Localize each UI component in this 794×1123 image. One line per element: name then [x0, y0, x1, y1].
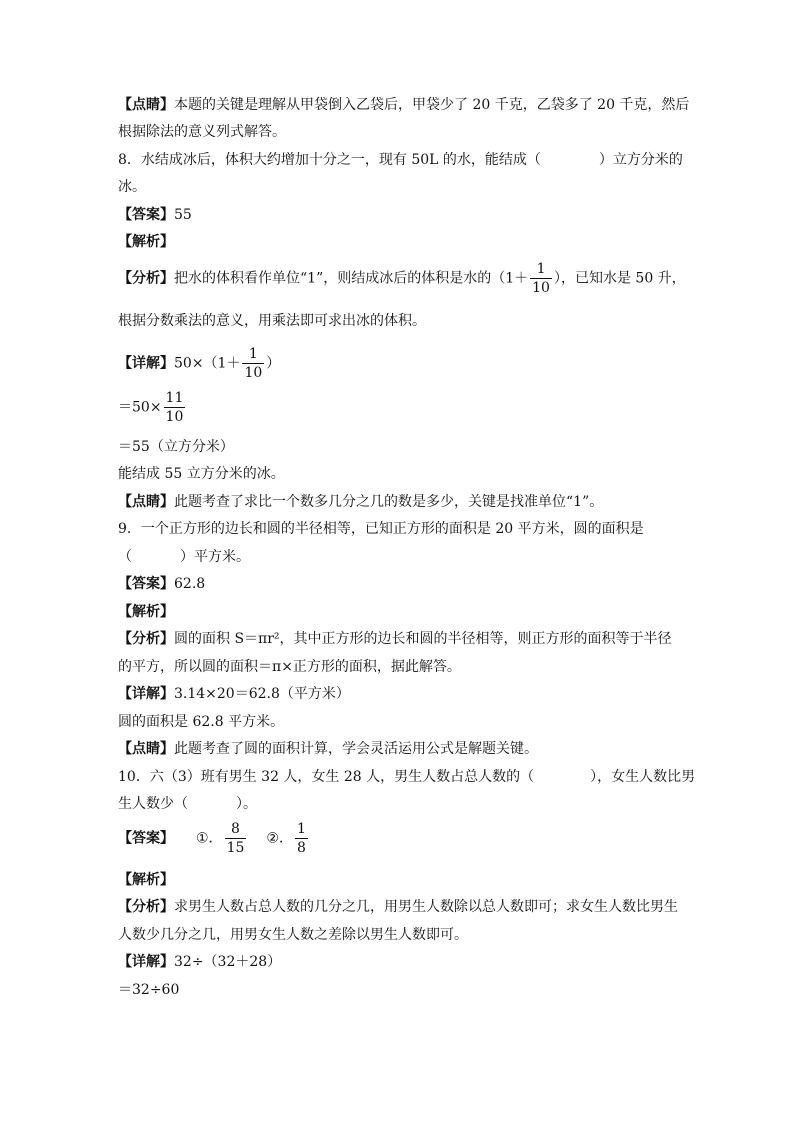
q9-tip: 【点睛】此题考查了圆的面积计算，学会灵活运用公式是解题关键。: [118, 741, 538, 757]
q8-detail-line1: 【详解】50×（1＋ $\frac{1}{10}$ ）: [118, 346, 281, 381]
q10-question-line2: 生人数少（ ）。: [118, 796, 257, 812]
q8-question-line1: 8．水结成冰后，体积大约增加十分之一，现有 50L 的水，能结成（ ）立方分米的: [118, 152, 683, 168]
q10-detail-line2: ＝32÷60: [118, 982, 180, 998]
fraction: $\frac{11}{10}$: [165, 390, 184, 425]
q8-tip: 【点睛】此题考查了求比一个数多几分之几的数是多少，关键是找准单位“1”。: [118, 494, 604, 510]
q9-question-line2: （ ）平方米。: [118, 549, 250, 565]
q10-detail-line1: 【详解】32÷（32＋28）: [118, 954, 282, 970]
q10-analysis-line1: 【分析】求男生人数占总人数的几分之几，用男生人数除以总人数即可；求女生人数比男生: [118, 899, 678, 915]
q8-analysis-line1: 【分析】把水的体积看作单位“1”，则结成冰后的体积是水的（1＋ $\frac{1}{10}$ ），已知水是 50 升，: [118, 261, 686, 296]
q9-detail: 【详解】3.14×20＝62.8（平方米）: [118, 686, 350, 702]
fraction: $\frac{1}{10}$: [532, 261, 550, 296]
q9-question-line1: 9．一个正方形的边长和圆的半径相等，已知正方形的面积是 20 平方米，圆的面积是: [118, 521, 644, 537]
q8-jiexi: 【解析】: [118, 234, 174, 250]
q8-conclusion: 能结成 55 立方分米的冰。: [118, 466, 285, 482]
q10-question-line1: 10．六（3）班有男生 32 人，女生 28 人，男生人数占总人数的（ ），女生人数比男: [118, 769, 696, 785]
q9-analysis-line2: 的平方，所以圆的面积＝π×正方形的面积，据此解答。: [118, 659, 461, 675]
q9-jiexi: 【解析】: [118, 604, 174, 620]
q10-answer: 【答案】 ①． $\frac{8}{15}$ ②． $\frac{1}{8}$: [118, 821, 306, 856]
q9-analysis-line1: 【分析】圆的面积 S＝πr²，其中正方形的边长和圆的半径相等，则正方形的面积等于半径: [118, 631, 672, 647]
q8-question-line2: 冰。: [118, 179, 146, 195]
q8-answer: 【答案】55: [118, 207, 192, 223]
q8-detail-line3: ＝55（立方分米）: [118, 439, 234, 455]
fraction: $\frac{1}{8}$: [296, 821, 306, 856]
fraction: $\frac{8}{15}$: [226, 821, 245, 856]
q9-answer: 【答案】62.8: [118, 576, 206, 592]
q8-analysis-line2: 根据分数乘法的意义，用乘法即可求出冰的体积。: [118, 313, 426, 329]
q10-jiexi: 【解析】: [118, 872, 174, 888]
fraction: $\frac{1}{10}$: [244, 346, 263, 381]
q8-detail-line2: ＝50× $\frac{11}{10}$: [118, 390, 184, 425]
q7-tip-line1: 【点睛】本题的关键是理解从甲袋倒入乙袋后，甲袋少了 20 千克，乙袋多了 20 千克，然后: [118, 97, 690, 113]
q7-tip-line2: 根据除法的意义列式解答。: [118, 124, 286, 140]
q10-analysis-line2: 人数少几分之几，用男女生人数之差除以男生人数即可。: [118, 927, 468, 943]
q9-conclusion: 圆的面积是 62.8 平方米。: [118, 714, 285, 730]
